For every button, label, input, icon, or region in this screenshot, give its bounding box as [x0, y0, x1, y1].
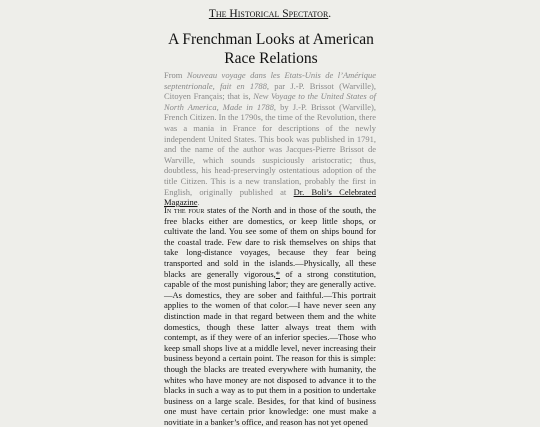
- site-title-period: .: [328, 8, 332, 20]
- site-title-link[interactable]: The Historical Spectator: [208, 8, 329, 20]
- article-body: [164, 205, 376, 427]
- intro-text-1: , par J.-P. Brissot (Warville), Citoyen Français; that is,: [164, 80, 376, 102]
- body-text-2: of a strong constitution, capable of the most punishing labor; they are generally active.—As domestics, they are sober and faithful.—This portrait applies to the women of that color.—I have never seen any distinction made in that regard between them and the white domestics, though these latter always treat them with contempt, as if they were of an inferior species.—Those who keep small shops live at a middle level, never increasing their business beyond a certain point. The reason for this is simple: though the blacks are treated everywhere with humanity, the whites who have money are not disposed to advance it to the blacks in such a way as to put them in a position to undertake business on a large scale. Besides, for that kind of business one must have certain prior knowledge: one must make a novitiate in a banker’s office, and reason has not yet opened: [164, 268, 376, 427]
- intro-text-2: , by J.-P. Brissot (Warville), French Citizen. In the 1790s, the time of the Revolution, there was a mania in France for descriptions of the newly independent United States. This book was published in 1791, and the name of the author was Jacques-Pierre Brissot de Warville, which sounds suspiciously aristocratic; thus, doubtless, his head-preservingly ostentatious adoption of the title Citizen. This is a new translation, probably the first in English, originally published at: [164, 101, 376, 197]
- article-intro: [164, 70, 376, 208]
- body-text-1: states of the North and in those of the south, the free blacks either are domestics, or keep little shops, or cultivate the land. You see some of them on ships bound for the coastal trade. Few dare to risk themselves on ships that take long-distance voyages, because they fear being transported and sold in the islands.—Physically, all these blacks are generally vigorous,: [164, 205, 376, 279]
- intro-english-title: New Voyage to the United States of North America, Made in 1788: [164, 91, 376, 112]
- site-header: [0, 8, 540, 20]
- intro-end: .: [197, 197, 200, 208]
- article-headline: A Frenchman Looks at American Race Relations: [168, 31, 374, 67]
- intro-french-title: Nouveau voyage dans les Etats-Unis de l’Amérique septentrionale, fait en 1788: [164, 70, 376, 91]
- intro-from: From: [164, 70, 187, 80]
- body-lead-in: In the four: [164, 205, 205, 215]
- footnote-link[interactable]: *: [275, 268, 281, 279]
- magazine-link[interactable]: Dr. Boli’s Celebrated Magazine: [164, 186, 376, 208]
